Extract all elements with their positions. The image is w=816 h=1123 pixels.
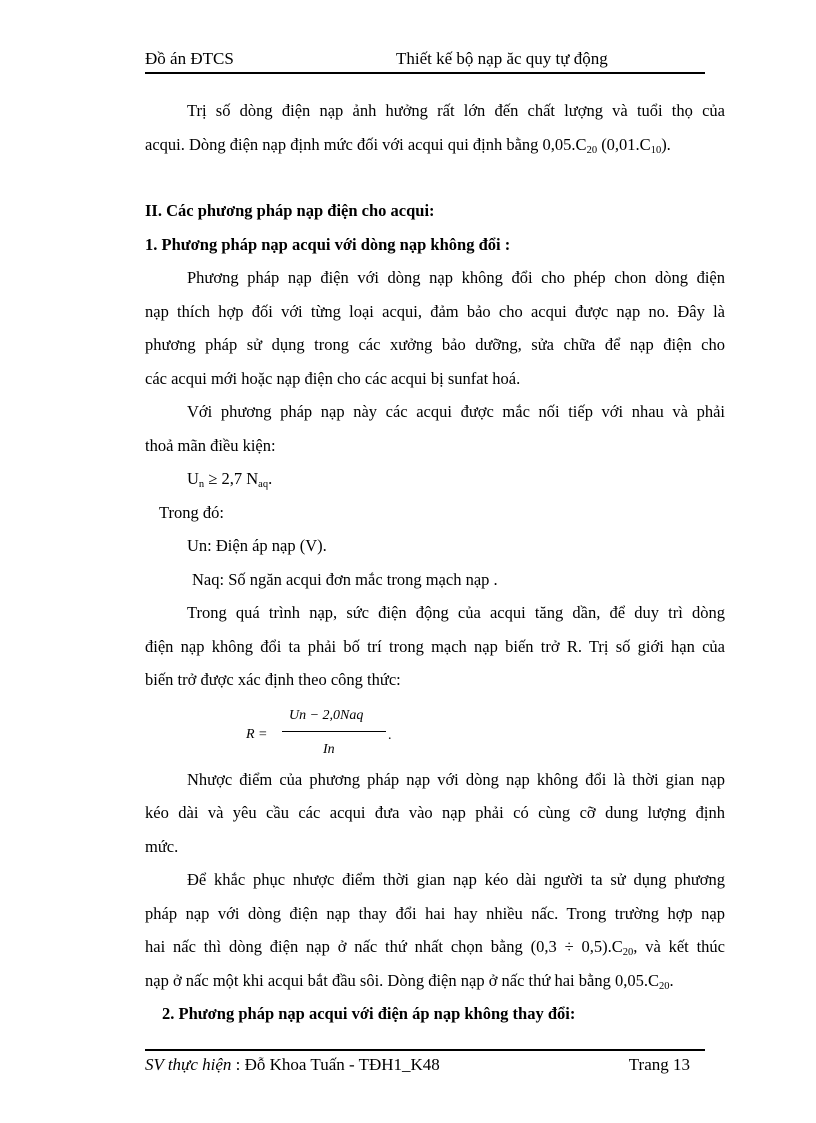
paragraph-line: nạp ở nấc một khi acqui bắt đầu sôi. Dòng điện nạp ở nấc thứ hai bằng $0,05.C_{20}$. xyxy=(145,970,674,992)
header-document-title: Thiết kế bộ nạp ăc quy tự động xyxy=(396,49,608,68)
page-number: Trang 13 xyxy=(628,1055,690,1074)
paragraph-line: mức. xyxy=(145,836,179,856)
subsection-heading-1: 1. Phương pháp nạp acqui với dòng nạp không đổi : xyxy=(145,234,511,254)
paragraph-line: hai nấc thì dòng điện nạp ở nấc thứ nhất chọn bằng $(0,3 \div 0,5).C_{20}$, và kết thúc xyxy=(145,937,725,958)
paragraph-line: điện nạp không đổi ta phải bố trí trong mạch nạp biến trở R. Trị số giới hạn của xyxy=(145,636,725,656)
paragraph-line: Để khắc phục nhược điểm thời gian nạp kéo dài người ta sử dụng phương xyxy=(187,870,725,889)
header-document-type: Đồ án ĐTCS xyxy=(145,49,234,68)
page-footer xyxy=(145,1053,702,1079)
paragraph-line: Phương pháp nạp điện với dòng nạp không đổi cho phép chon dòng điện xyxy=(187,268,725,287)
footer-author-value: : Đỗ Khoa Tuấn - TĐH1_K48 xyxy=(231,1055,440,1074)
footer-author xyxy=(145,1055,440,1075)
formula-numerator: Un − 2,0Naq xyxy=(289,707,364,723)
paragraph-line: Nhược điểm của phương pháp nạp với dòng nạp không đổi là thời gian nạp xyxy=(187,769,725,789)
page-body xyxy=(145,94,725,1031)
paragraph-line: biến trở được xác định theo công thức: xyxy=(145,670,401,689)
paragraph-line: phương pháp sử dụng trong các xưởng bảo dưỡng, sửa chữa để nạp điện cho xyxy=(145,335,725,354)
resistor-formula xyxy=(229,697,725,763)
definition-un: Un: Điện áp nạp (V). xyxy=(187,536,327,555)
paragraph-line: Trị số dòng điện nạp ảnh hưởng rất lớn đến chất lượng và tuổi thọ của xyxy=(187,101,725,120)
paragraph-line: Với phương pháp nạp này các acqui được mắc nối tiếp với nhau và phải xyxy=(187,402,725,421)
spacer xyxy=(145,161,725,194)
formula-lhs: R = xyxy=(246,726,268,742)
fraction-bar xyxy=(282,731,386,732)
formula-denominator: In xyxy=(323,741,335,757)
paragraph-line: acqui. Dòng điện nạp định mức đối với acqui qui định bằng $0,05.C_{20}$ $(0,01.C_{10})$. xyxy=(145,134,671,156)
charge-condition: $U_n \ge 2,7$ $N_{aq}$. xyxy=(187,469,273,490)
paragraph-line: các acqui mới hoặc nạp điện cho các acqui bị sunfat hoá. xyxy=(145,368,521,388)
definition-naq: Naq: Số ngăn acqui đơn mắc trong mạch nạp . xyxy=(192,569,498,589)
subsection-heading-2: 2. Phương pháp nạp acqui với điện áp nạp không thay đổi: xyxy=(162,1004,576,1023)
paragraph-line: thoả mãn điều kiện: xyxy=(145,435,276,455)
footer-author-label: SV thực hiện xyxy=(145,1055,232,1074)
paragraph-line: pháp nạp với dòng điện nạp thay đổi hai hay nhiều nấc. Trong trường hợp nạp xyxy=(145,903,725,923)
paragraph-line: Trong quá trình nạp, sức điện động của acqui tăng dần, để duy trì dòng xyxy=(187,603,725,622)
formula-end: . xyxy=(388,727,392,743)
section-heading-ii: II. Các phương pháp nạp điện cho acqui: xyxy=(145,201,435,220)
paragraph-line: nạp thích hợp đối với từng loại acqui, đảm bảo cho acqui được nạp no. Đây là xyxy=(145,301,725,321)
footer-divider xyxy=(145,1049,705,1051)
page-header xyxy=(145,46,702,70)
paragraph-line: kéo dài và yêu cầu các acqui đưa vào nạp phải có cùng cỡ dung lượng định xyxy=(145,803,725,822)
header-divider xyxy=(145,72,705,74)
where-label: Trong đó: xyxy=(159,502,224,522)
